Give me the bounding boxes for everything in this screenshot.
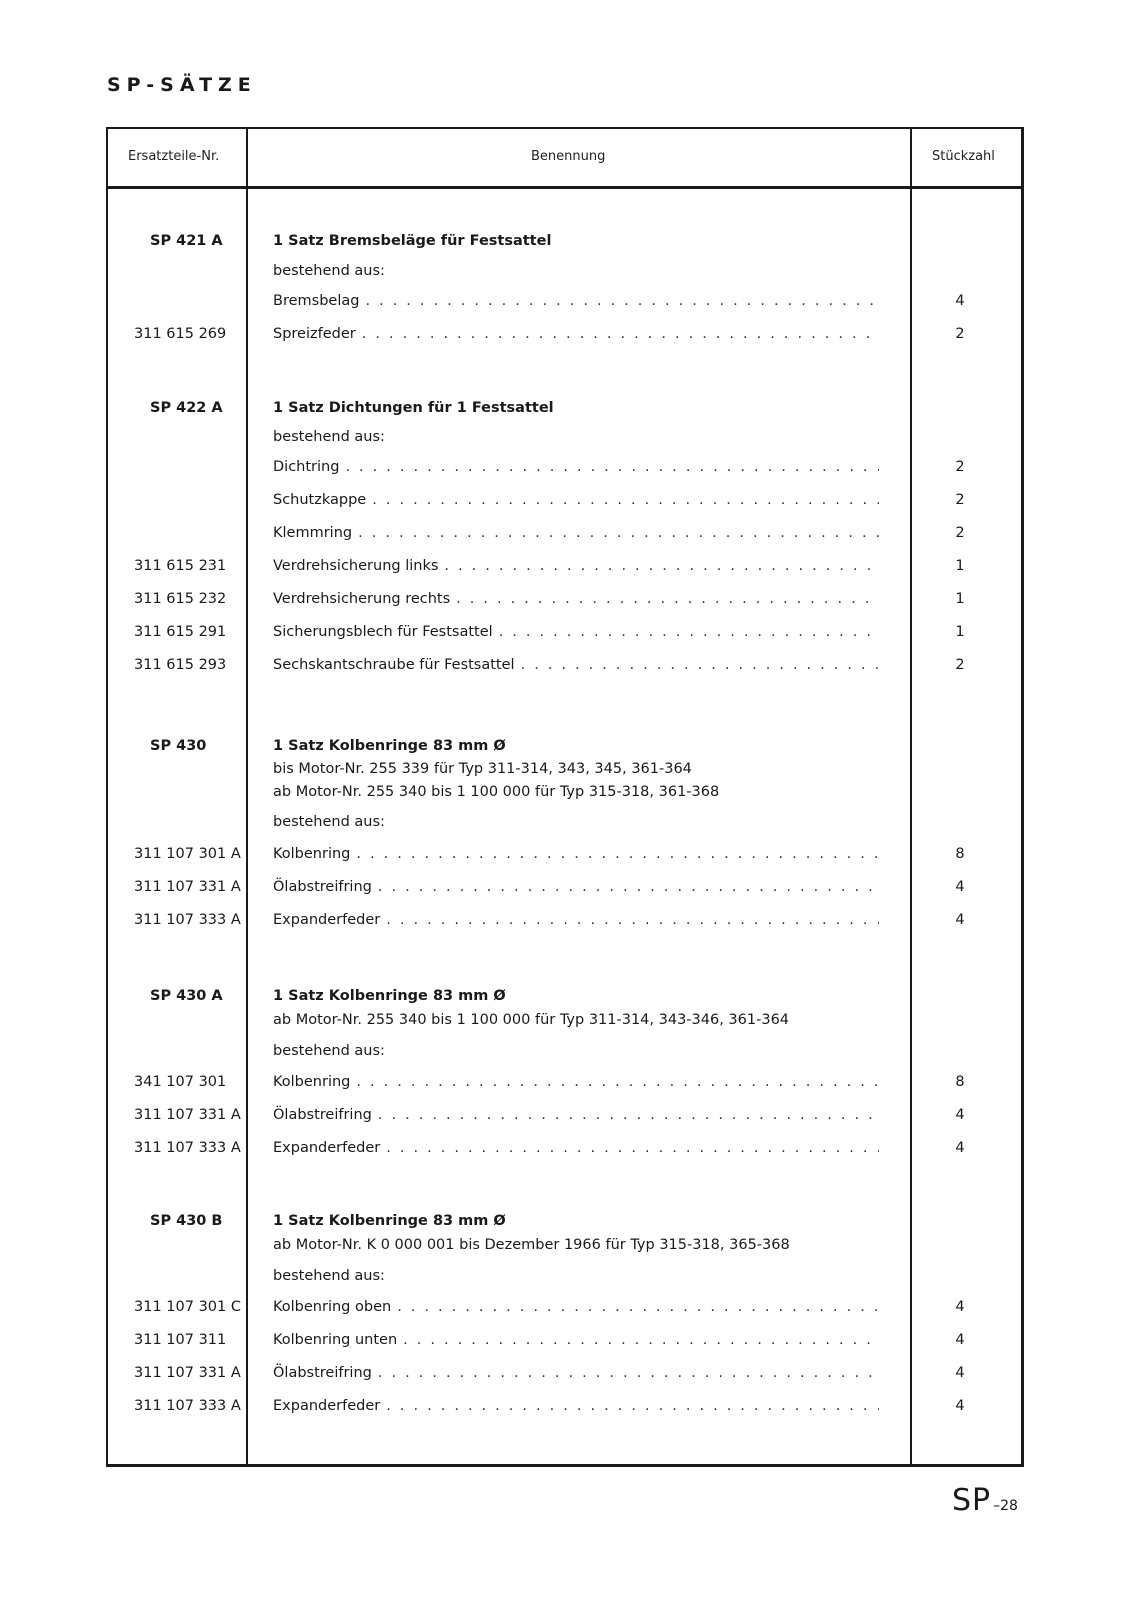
- leader-dots: [356, 1070, 879, 1094]
- part-quantity: 2: [955, 459, 965, 475]
- consisting-row: [0, 425, 1141, 449]
- header-divider: [108, 186, 1021, 189]
- table-row: [0, 1070, 1141, 1094]
- part-name: Ölabstreifring: [273, 1107, 372, 1123]
- table-row: [0, 322, 1141, 346]
- part-quantity: 2: [955, 492, 965, 508]
- part-quantity: 4: [955, 293, 965, 309]
- part-name: Kolbenring: [273, 1074, 351, 1090]
- part-quantity: 4: [955, 1140, 965, 1156]
- table-row: [0, 455, 1141, 479]
- leader-dots: [378, 1103, 879, 1127]
- part-quantity: 4: [955, 879, 965, 895]
- table-row: [0, 842, 1141, 866]
- part-number: 311 107 333 A: [134, 912, 241, 928]
- part-number: 311 107 311: [134, 1332, 227, 1348]
- part-name: Expanderfeder: [273, 912, 381, 928]
- part-number: 311 107 301 A: [134, 846, 241, 862]
- part-quantity: 4: [955, 1332, 965, 1348]
- part-name: Schutzkappe: [273, 492, 367, 508]
- set-code: SP 430: [150, 738, 207, 754]
- table-row: [0, 1295, 1141, 1319]
- leader-dots: [499, 620, 879, 644]
- set-code: SP 430 B: [150, 1213, 223, 1229]
- set-title: 1 Satz Kolbenringe 83 mm Ø: [273, 738, 506, 754]
- part-quantity: 4: [955, 912, 965, 928]
- part-quantity: 4: [955, 1299, 965, 1315]
- set-note: ab Motor-Nr. 255 340 bis 1 100 000 für Typ 311-314, 343-346, 361-364: [273, 1012, 790, 1028]
- part-name: Verdrehsicherung links: [273, 558, 439, 574]
- part-name: Sicherungsblech für Festsattel: [273, 624, 493, 640]
- leader-dots: [386, 908, 879, 932]
- table-row: [0, 521, 1141, 545]
- part-number: 311 107 333 A: [134, 1398, 241, 1414]
- table-row: [0, 1136, 1141, 1160]
- part-name: Verdrehsicherung rechts: [273, 591, 451, 607]
- part-number: 311 107 331 A: [134, 1365, 241, 1381]
- page-title: SP-SÄTZE: [107, 74, 257, 96]
- set-title: 1 Satz Kolbenringe 83 mm Ø: [273, 1213, 506, 1229]
- set-header-row: [0, 984, 1141, 1008]
- header-stueckzahl: Stückzahl: [932, 149, 995, 164]
- set-header-row: [0, 229, 1141, 253]
- part-name: Sechskantschraube für Festsattel: [273, 657, 515, 673]
- page-number: [952, 1483, 1018, 1518]
- part-name: Klemmring: [273, 525, 353, 541]
- part-name: Expanderfeder: [273, 1140, 381, 1156]
- set-note: ab Motor-Nr. K 0 000 001 bis Dezember 1966 für Typ 315-318, 365-368: [273, 1237, 790, 1253]
- table-row: [0, 1361, 1141, 1385]
- leader-dots: [365, 289, 879, 313]
- consisting-label: bestehend aus:: [273, 1268, 385, 1284]
- set-note: ab Motor-Nr. 255 340 bis 1 100 000 für Typ 315-318, 361-368: [273, 784, 720, 800]
- leader-dots: [386, 1394, 879, 1418]
- part-name: Ölabstreifring: [273, 879, 372, 895]
- leader-dots: [345, 455, 879, 479]
- leader-dots: [403, 1328, 879, 1352]
- set-header-row: [0, 396, 1141, 420]
- consisting-label: bestehend aus:: [273, 429, 385, 445]
- part-number: 341 107 301: [134, 1074, 227, 1090]
- consisting-row: [0, 810, 1141, 834]
- part-quantity: 4: [955, 1398, 965, 1414]
- part-number: 311 615 232: [134, 591, 227, 607]
- page-number-prefix: SP: [952, 1483, 992, 1518]
- part-quantity: 1: [955, 558, 965, 574]
- note-row: [0, 757, 1141, 781]
- set-title: 1 Satz Bremsbeläge für Festsattel: [273, 233, 552, 249]
- header-benennung: Benennung: [531, 149, 606, 164]
- table-row: [0, 875, 1141, 899]
- part-quantity: 8: [955, 1074, 965, 1090]
- set-code: SP 422 A: [150, 400, 223, 416]
- leader-dots: [456, 587, 879, 611]
- leader-dots: [358, 521, 879, 545]
- part-name: Ölabstreifring: [273, 1365, 372, 1381]
- part-number: 311 615 231: [134, 558, 227, 574]
- note-row: [0, 1233, 1141, 1257]
- header-ersatzteile-nr: Ersatzteile-Nr.: [128, 149, 220, 164]
- part-name: Kolbenring oben: [273, 1299, 392, 1315]
- table-row: [0, 488, 1141, 512]
- note-row: [0, 780, 1141, 804]
- page-number-value: –28: [993, 1498, 1018, 1514]
- table-row: [0, 653, 1141, 677]
- leader-dots: [521, 653, 879, 677]
- consisting-row: [0, 1264, 1141, 1288]
- leader-dots: [378, 1361, 879, 1385]
- consisting-label: bestehend aus:: [273, 814, 385, 830]
- table-row: [0, 1394, 1141, 1418]
- table-row: [0, 908, 1141, 932]
- leader-dots: [378, 875, 879, 899]
- part-number: 311 107 301 C: [134, 1299, 241, 1315]
- consisting-label: bestehend aus:: [273, 263, 385, 279]
- part-quantity: 4: [955, 1365, 965, 1381]
- leader-dots: [397, 1295, 879, 1319]
- part-name: Expanderfeder: [273, 1398, 381, 1414]
- part-quantity: 1: [955, 624, 965, 640]
- table-row: [0, 587, 1141, 611]
- part-number: 311 615 293: [134, 657, 227, 673]
- table-row: [0, 554, 1141, 578]
- table-row: [0, 1103, 1141, 1127]
- part-name: Kolbenring unten: [273, 1332, 398, 1348]
- part-number: 311 107 333 A: [134, 1140, 241, 1156]
- leader-dots: [356, 842, 879, 866]
- table-row: [0, 620, 1141, 644]
- part-quantity: 1: [955, 591, 965, 607]
- table-row: [0, 1328, 1141, 1352]
- set-code: SP 421 A: [150, 233, 223, 249]
- set-header-row: [0, 1209, 1141, 1233]
- part-quantity: 8: [955, 846, 965, 862]
- part-quantity: 2: [955, 525, 965, 541]
- part-quantity: 4: [955, 1107, 965, 1123]
- part-number: 311 107 331 A: [134, 1107, 241, 1123]
- leader-dots: [362, 322, 879, 346]
- part-name: Dichtring: [273, 459, 340, 475]
- part-name: Kolbenring: [273, 846, 351, 862]
- set-title: 1 Satz Kolbenringe 83 mm Ø: [273, 988, 506, 1004]
- note-row: [0, 1008, 1141, 1032]
- consisting-label: bestehend aus:: [273, 1043, 385, 1059]
- part-number: 311 615 269: [134, 326, 227, 342]
- part-name: Bremsbelag: [273, 293, 360, 309]
- leader-dots: [372, 488, 879, 512]
- consisting-row: [0, 259, 1141, 283]
- part-name: Spreizfeder: [273, 326, 356, 342]
- part-number: 311 107 331 A: [134, 879, 241, 895]
- set-header-row: [0, 734, 1141, 758]
- set-note: bis Motor-Nr. 255 339 für Typ 311-314, 343, 345, 361-364: [273, 761, 692, 777]
- set-title: 1 Satz Dichtungen für 1 Festsattel: [273, 400, 554, 416]
- leader-dots: [386, 1136, 879, 1160]
- part-number: 311 615 291: [134, 624, 227, 640]
- part-quantity: 2: [955, 326, 965, 342]
- consisting-row: [0, 1039, 1141, 1063]
- table-row: [0, 289, 1141, 313]
- set-code: SP 430 A: [150, 988, 223, 1004]
- part-quantity: 2: [955, 657, 965, 673]
- leader-dots: [444, 554, 879, 578]
